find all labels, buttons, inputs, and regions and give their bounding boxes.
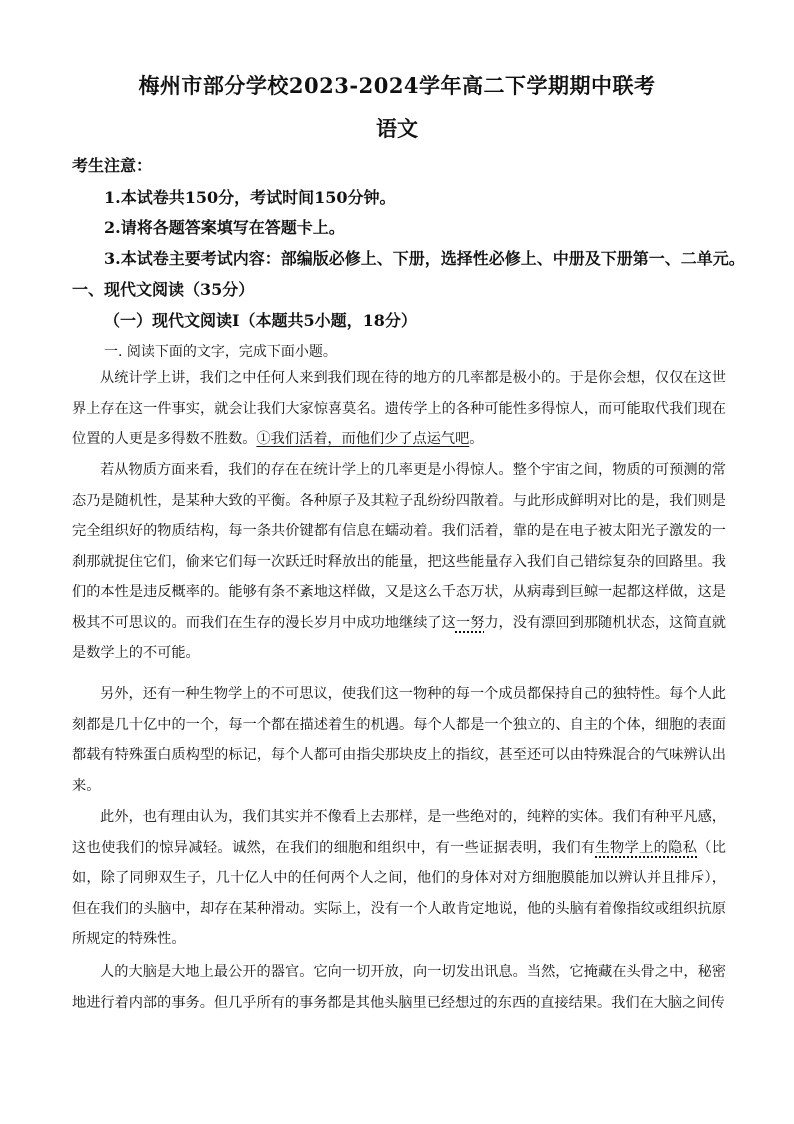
notice-item-1: 1.本试卷共150分，考试时间150分钟。	[104, 188, 396, 207]
dotted-emphasis: 生物学上的隐私	[595, 839, 698, 856]
section-heading: 一、现代文阅读（35分）	[72, 280, 255, 299]
notice-heading: 考生注意：	[72, 156, 153, 175]
subject-title: 语文	[376, 116, 418, 141]
underlined-sentence: ①我们活着，而他们少了点运气吧	[256, 431, 470, 447]
passage-paragraph-4: 此外，也有理由认为，我们其实并不像看上去那样，是一些绝对的，纯粹的实体。我们有种平凡感，这也使我们的惊异减轻。诚然，在我们的细胞和组织中，有一些证据表明，我们有生物学上的隐私（比如，除了同卵双生子，几十亿人中的任何两个人之间，他们的身体对对方细胞膜能加以辨认并且排斥），但在我们的头脑中，却存在某种滑动。实际上，没有一个人敢肯定地说，他的头脑有着像指纹或组织抗原所规定的特殊性。	[72, 809, 726, 947]
notice-item-2: 2.请将各题答案填写在答题卡上。	[104, 218, 345, 237]
passage-paragraph-3: 另外，还有一种生物学上的不可思议，使我们这一物种的每一个成员都保持自己的独特性。每个人此刻都是几十亿中的一个，每一个都在描述着生的机遇。每个人都是一个独立的、自主的个体，细胞的表面都载有特殊蛋白质构型的标记，每个人都可由指尖那块皮上的指纹，甚至还可以由特殊混合的气味辨认出来。	[72, 686, 726, 794]
passage-paragraph-5: 人的大脑是大地上最公开的器官。它向一切开放，向一切发出讯息。当然，它掩藏在头骨之中，秘密地进行着内部的事务。但几乎所有的事务都是其他头脑里已经想过的东西的直接结果。我们在大脑之间传	[72, 964, 726, 1011]
dotted-emphasis: 一努	[455, 614, 485, 631]
section-subheading: （一）现代文阅读Ⅰ（本题共5小题，18分）	[104, 311, 417, 330]
exam-title: 梅州市部分学校2023-2024学年高二下学期期中联考	[138, 73, 656, 98]
notice-item-3: 3.本试卷主要考试内容：部编版必修上、下册，选择性必修上、中册及下册第一、二单元。	[104, 249, 745, 268]
passage-paragraph-2: 若从物质方面来看，我们的存在在统计学上的几率更是小得惊人。整个宇宙之间，物质的可预测的常态乃是随机性，是某种大致的平衡。各种原子及其粒子乱纷纷四散着。与此形成鲜明对比的是，我们则是完全组织好的物质结构，每一条共价键都有信息在蠕动着。我们活着，靠的是在电子被太阳光子激发的一刹那就捉住它们，偷来它们每一次跃迁时释放出的能量，把这些能量存入我们自己错综复杂的回路里。我们的本性是违反概率的。能够有条不紊地这样做，又是这么千态万状，从病毒到巨鲸一起都这样做，这是极其不可思议的。而我们在生存的漫长岁月中成功地继续了这一努力，没有漂回到那随机状态，这简直就是数学上的不可能。	[72, 462, 726, 661]
instruction-text: 一. 阅读下面的文字，完成下面小题。	[104, 344, 337, 360]
passage-paragraph-1: 从统计学上讲，我们之中任何人来到我们现在待的地方的几率都是极小的。于是你会想，仅仅在这世界上存在这一件事实，就会让我们大家惊喜莫名。遗传学上的各种可能性多得惊人，而可能取代我们现在位置的人更是多得数不胜数。①我们活着，而他们少了点运气吧。	[72, 370, 726, 447]
